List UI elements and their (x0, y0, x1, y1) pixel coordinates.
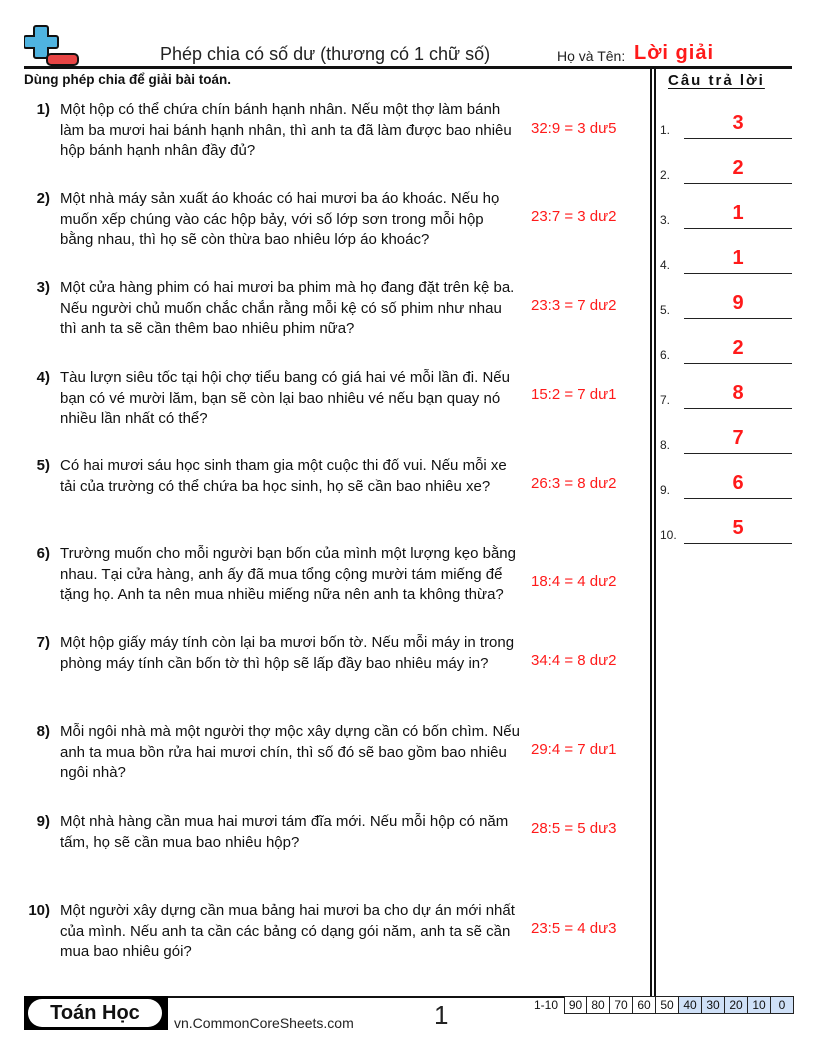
answer-label: 5. (660, 303, 671, 317)
score-cell: 90 (564, 996, 587, 1014)
work-5: 26:3 = 8 dư2 (531, 475, 617, 492)
answer-row-2 (660, 154, 792, 184)
answer-value: 1 (732, 202, 744, 224)
answer-label: 10. (660, 528, 677, 542)
answer-value: 3 (732, 112, 744, 134)
column-divider (654, 67, 656, 997)
score-cell: 80 (587, 996, 610, 1014)
question-text: Tàu lượn siêu tốc tại hội chợ tiểu bang có giá hai vé mỗi lần đi. Nếu bạn có vé mười lăm, bạn sẽ còn lại bao nhiêu vé nếu bạn quay nó nhiều lần nhất có thể? (60, 369, 510, 427)
answer-line (684, 363, 792, 365)
question-text: Một cửa hàng phim có hai mươi ba phim mà họ đang đặt trên kệ ba. Nếu người chủ muốn chắc chắn rằng mỗi kệ có số phim như nhau thì anh ta sẽ cần thêm bao nhiêu phim nữa? (60, 279, 515, 337)
score-table (530, 996, 794, 1014)
answer-line (684, 138, 792, 140)
column-divider (650, 67, 652, 997)
name-label: Họ và Tên: (557, 48, 626, 64)
answer-line (684, 228, 792, 230)
answer-row-3 (660, 199, 792, 229)
question-number: 3) (36, 279, 50, 296)
work-8: 29:4 = 7 dư1 (531, 741, 617, 758)
score-cell: 20 (725, 996, 748, 1014)
question-number: 2) (36, 190, 50, 207)
answer-value: 9 (732, 292, 744, 314)
score-cell: 50 (656, 996, 679, 1014)
instructions: Dùng phép chia để giải bài toán. (24, 72, 232, 87)
question-text: Có hai mươi sáu học sinh tham gia một cuộc thi đố vui. Nếu mỗi xe tải của trường có thể chứa ba học sinh, họ sẽ cần bao nhiêu xe? (60, 457, 507, 495)
question-number: 4) (36, 369, 50, 386)
answer-row-5 (660, 289, 792, 319)
answer-row-1 (660, 109, 792, 139)
score-cell: 40 (679, 996, 702, 1014)
question-number: 5) (36, 457, 50, 474)
answer-label: 9. (660, 483, 671, 497)
page-number: 1 (434, 1000, 449, 1030)
question-text: Một người xây dựng cần mua bảng hai mươi ba cho dự án mới nhất của mình. Nếu anh ta cần các bảng có dạng gói năm, anh ta sẽ cần mua bao nhiêu gói? (60, 902, 515, 960)
work-7: 34:4 = 8 dư2 (531, 652, 617, 669)
answer-row-9 (660, 469, 792, 499)
answer-value: 2 (732, 157, 744, 179)
answer-line (684, 408, 792, 410)
answer-label: 3. (660, 213, 671, 227)
answer-label: 7. (660, 393, 671, 407)
answer-row-10 (660, 514, 792, 544)
score-cell: 70 (610, 996, 633, 1014)
answer-value: 7 (732, 427, 744, 449)
name-value: Lời giải (634, 42, 715, 64)
subject-badge: Toán Học (28, 999, 162, 1027)
answer-label: 4. (660, 258, 671, 272)
work-9: 28:5 = 5 dư3 (531, 820, 617, 837)
answer-key-header: Câu trả lời (668, 72, 765, 89)
answer-label: 6. (660, 348, 671, 362)
question-text: Một nhà máy sản xuất áo khoác có hai mươi ba áo khoác. Nếu họ muốn xếp chúng vào các hộp bảy, với số lớp sơn trong mỗi hộp bằng nhau, thì họ sẽ còn thừa bao nhiêu lớp áo khoác? (60, 190, 500, 248)
answer-value: 1 (732, 247, 744, 269)
score-range: 1-10 (534, 998, 559, 1012)
answer-line (684, 453, 792, 455)
question-number: 10) (28, 902, 50, 919)
work-4: 15:2 = 7 dư1 (531, 386, 617, 403)
answer-line (684, 273, 792, 275)
answer-line (684, 318, 792, 320)
header-divider (24, 66, 792, 69)
question-text: Một hộp giấy máy tính còn lại ba mươi bốn tờ. Nếu mỗi máy in trong phòng máy tính cần bốn tờ thì hộp sẽ lấp đầy bao nhiêu máy in? (60, 634, 515, 672)
answer-line (684, 183, 792, 185)
answer-line (684, 498, 792, 500)
question-text: Trường muốn cho mỗi người bạn bốn của mình một lượng kẹo bằng nhau. Tại cửa hàng, anh ấy đã mua tổng cộng mười tám miếng để tặng họ. Anh ta nên mua nhiều miếng nữa nên anh ta không thừa? (60, 545, 516, 603)
question-text: Một nhà hàng cần mua hai mươi tám đĩa mới. Nếu mỗi hộp có năm tấm, họ sẽ cần mua bao nhiêu hộp? (60, 813, 509, 851)
score-cell: 60 (633, 996, 656, 1014)
work-3: 23:3 = 7 dư2 (531, 297, 617, 314)
answer-value: 2 (732, 337, 744, 359)
work-6: 18:4 = 4 dư2 (531, 573, 617, 590)
answer-row-6 (660, 334, 792, 364)
answer-value: 8 (732, 382, 744, 404)
question-number: 8) (36, 723, 50, 740)
work-2: 23:7 = 3 dư2 (531, 208, 617, 225)
answer-value: 6 (732, 472, 744, 494)
answer-label: 1. (660, 123, 671, 137)
plus-minus-icon (24, 24, 80, 68)
question-text: Mỗi ngôi nhà mà một người thợ mộc xây dựng cần có bốn chìm. Nếu anh ta mua bồn rửa hai mươi chín, thì số đó sẽ bao gồm bao nhiêu ngôi nhà? (60, 723, 520, 781)
footer-url[interactable]: vn.CommonCoreSheets.com (174, 1015, 354, 1031)
answer-value: 5 (732, 517, 744, 539)
answer-row-7 (660, 379, 792, 409)
question-number: 1) (36, 101, 50, 118)
score-cell: 30 (702, 996, 725, 1014)
question-number: 6) (36, 545, 50, 562)
work-1: 32:9 = 3 dư5 (531, 120, 617, 137)
question-number: 7) (36, 634, 50, 651)
answer-label: 8. (660, 438, 671, 452)
question-text: Một hộp có thể chứa chín bánh hạnh nhân. Nếu một thợ làm bánh làm ba mươi hai bánh hạnh nhân, thì anh ta đã làm được bao nhiêu hộp bánh hạnh nhân đầy đủ? (60, 101, 512, 159)
answer-label: 2. (660, 168, 671, 182)
page-title: Phép chia có số dư (thương có 1 chữ số) (160, 44, 491, 64)
answer-line (684, 543, 792, 545)
answer-row-8 (660, 424, 792, 454)
work-10: 23:5 = 4 dư3 (531, 920, 617, 937)
score-cell: 0 (771, 996, 794, 1014)
answer-row-4 (660, 244, 792, 274)
question-number: 9) (36, 813, 50, 830)
score-cell: 10 (748, 996, 771, 1014)
